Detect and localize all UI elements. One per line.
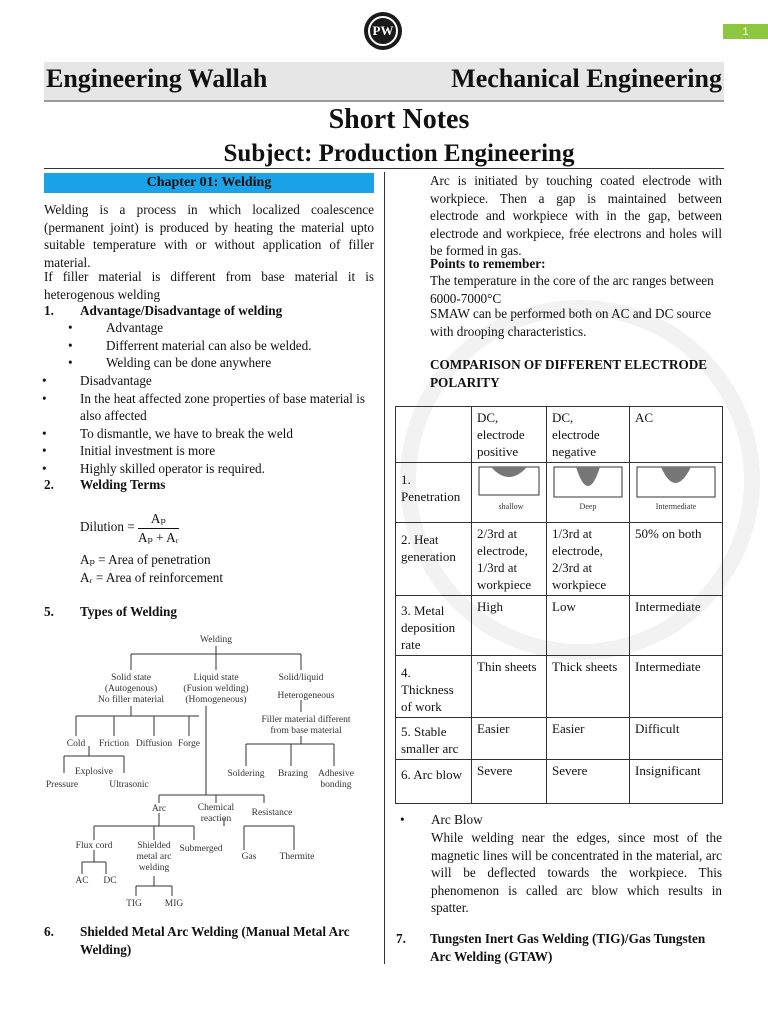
table-header: AC	[630, 407, 723, 463]
section-title: Welding Terms	[80, 477, 166, 492]
penetration-deep-figure	[552, 465, 624, 513]
section-title: Advantage/Disadvantage of welding	[80, 303, 283, 318]
table-cell: Severe	[472, 760, 547, 804]
table-cell: Easier	[547, 718, 630, 760]
tree-node: Brazing	[277, 769, 309, 779]
section-number: 7.	[396, 931, 406, 946]
figure-caption: Intermediate	[655, 502, 697, 511]
point-1: The temperature in the core of the arc ranges between 6000-7000°C	[430, 273, 714, 306]
table-cell: Intermediate	[630, 596, 723, 656]
arcblow-title: Arc Blow	[431, 812, 483, 827]
tree-node: (Homogeneous)	[185, 695, 247, 705]
table-cell: 2/3rd at electrode, 1/3rd at workpiece	[472, 523, 547, 596]
welding-types-tree	[44, 628, 374, 913]
table-header-row	[396, 407, 723, 463]
table-row	[396, 656, 723, 718]
tree-node: Submerged	[179, 844, 223, 854]
figure-caption: Deep	[579, 502, 597, 511]
section-title: Tungsten Inert Gas Welding (TIG)/Gas Tungsten Arc Welding (GTAW)	[430, 931, 706, 964]
column-divider	[384, 172, 385, 964]
tree-node: Soldering	[227, 769, 265, 779]
def-penetration: Aₚ = Area of penetration	[80, 552, 211, 567]
intro-paragraph: Welding is a process in which localized coalescence (permanent joint) is produced by heating the material upto suitable temperature with or without application of filler material.	[44, 202, 374, 270]
section-number: 2.	[44, 477, 54, 492]
tree-node: AC	[75, 876, 89, 886]
table-cell: Intermediate	[630, 656, 723, 718]
list-item: • To dismantle, we have to break the weld	[80, 425, 374, 443]
tree-node: Forge	[178, 739, 200, 749]
table-cell: Easier	[472, 718, 547, 760]
pw-logo-text: PW	[368, 16, 398, 46]
page-subtitle: Subject: Production Engineering	[223, 140, 575, 167]
tree-node: (Autogenous)	[104, 684, 158, 694]
tree-node: metal arc	[136, 852, 172, 862]
tree-node: welding	[138, 863, 170, 873]
header-right: Mechanical Engineering	[451, 64, 722, 93]
tree-node: Shielded	[137, 841, 171, 851]
title-rule	[44, 168, 724, 169]
tree-node: Liquid state	[193, 673, 239, 683]
tree-node: Friction	[98, 739, 130, 749]
tree-node: reaction	[200, 814, 232, 824]
table-row	[396, 760, 723, 804]
tree-node: DC	[103, 876, 117, 886]
tree-node: bonding	[320, 780, 352, 790]
pw-logo	[364, 12, 402, 50]
tree-node: Gas	[241, 852, 257, 862]
table-cell: Thick sheets	[547, 656, 630, 718]
list-item: • In the heat affected zone properties of base material is also affected	[80, 390, 374, 425]
tree-node: TIG	[126, 899, 142, 909]
tree-node: Heterogeneous	[277, 691, 335, 701]
list-item: • Disadvantage	[80, 372, 374, 390]
table-cell: Insignificant	[630, 760, 723, 804]
table-cell	[396, 407, 472, 463]
advantage-list	[106, 319, 376, 372]
dilution-formula	[80, 510, 179, 546]
section-6	[44, 923, 374, 958]
formula-lhs: Dilution =	[80, 519, 135, 535]
tree-node: Adhesive	[318, 769, 354, 779]
table-cell: 1. Penetration	[396, 463, 472, 523]
def-reinforcement: Aᵣ = Area of reinforcement	[80, 570, 224, 585]
list-item: • Initial investment is more	[80, 442, 374, 460]
page-title: Short Notes	[328, 104, 470, 135]
tree-node: Diffusion	[135, 739, 173, 749]
section-7	[396, 930, 722, 965]
bullet-icon: •	[400, 812, 405, 827]
header-left: Engineering Wallah	[46, 64, 268, 93]
table-cell: Severe	[547, 760, 630, 804]
list-item: • Highly skilled operator is required.	[80, 460, 374, 478]
penetration-intermediate-cell	[630, 463, 723, 523]
chapter-banner: Chapter 01: Welding	[44, 173, 374, 193]
tree-node: Cold	[66, 739, 86, 749]
section-number: 1.	[44, 303, 54, 318]
tree-node: Thermite	[279, 852, 315, 862]
tree-node: Pressure	[45, 780, 79, 790]
tree-node: (Fusion welding)	[183, 684, 249, 694]
tree-node: Filler material different	[261, 715, 351, 725]
table-cell: 6. Arc blow	[396, 760, 472, 804]
tree-node: Solid/liquid	[278, 673, 324, 683]
tree-node: MIG	[164, 899, 184, 909]
table-cell: Difficult	[630, 718, 723, 760]
comparison-title: COMPARISON OF DIFFERENT ELECTRODE POLARITY	[430, 357, 708, 390]
tree-node: Ultrasonic	[109, 780, 149, 790]
table-cell: 4. Thickness of work	[396, 656, 472, 718]
section-title: Shielded Metal Arc Welding (Manual Metal Arc Welding)	[80, 924, 350, 957]
tree-node: from base material	[270, 726, 342, 736]
table-cell: 5. Stable smaller arc	[396, 718, 472, 760]
table-cell: High	[472, 596, 547, 656]
table-cell: 1/3rd at electrode, 2/3rd at workpiece	[547, 523, 630, 596]
figure-caption: shallow	[498, 502, 524, 511]
table-row	[396, 718, 723, 760]
tree-node: Explosive	[75, 767, 113, 777]
tree-node: Arc	[151, 804, 167, 814]
arcblow-text: While welding near the edges, since most of the magnetic lines will be concentrated in the material, arc will be deflected towards the workpiece. This phenomenon is called arc blow which results in spatter.	[431, 830, 722, 916]
penetration-intermediate-figure	[635, 465, 717, 513]
table-row	[396, 596, 723, 656]
page-number: 1	[723, 24, 768, 39]
disadvantage-list	[80, 372, 374, 478]
list-item: • Welding can be done anywhere	[106, 354, 376, 372]
table-cell: 2. Heat generation	[396, 523, 472, 596]
table-header: DC, electrode positive	[472, 407, 547, 463]
point-2: SMAW can be performed both on AC and DC source with drooping characteristics.	[430, 306, 712, 339]
table-cell: 50% on both	[630, 523, 723, 596]
points-title: Points to remember:	[430, 256, 546, 271]
section-number: 5.	[44, 604, 54, 619]
tree-node: Solid state	[111, 673, 151, 683]
intro-paragraph-2: If filler material is different from base material it is heterogenous welding	[44, 269, 374, 302]
table-cell: Low	[547, 596, 630, 656]
table-header: DC, electrode negative	[547, 407, 630, 463]
tree-node: Resistance	[251, 808, 293, 818]
section-number: 6.	[44, 924, 54, 939]
formula-fraction	[138, 510, 179, 546]
section-title: Types of Welding	[80, 604, 177, 619]
table-cell: 3. Metal deposition rate	[396, 596, 472, 656]
penetration-deep-cell	[547, 463, 630, 523]
tree-node: No filler material	[98, 695, 164, 705]
penetration-shallow-figure	[477, 465, 541, 513]
arc-intro: Arc is initiated by touching coated electrode with workpiece. Then a gap is maintained between electrode and workpiece with in the gap, between electrode and workpiece, frée electrons and holes will be formed in gas.	[430, 173, 722, 259]
list-item: • Differrent material can also be welded.	[106, 337, 376, 355]
polarity-table	[395, 406, 723, 804]
table-cell: Thin sheets	[472, 656, 547, 718]
tree-node: Chemical	[197, 803, 235, 813]
tree-root: Welding	[200, 635, 232, 645]
list-item: • Advantage	[106, 319, 376, 337]
fraction-denominator: Aₚ + Aᵣ	[138, 529, 179, 545]
table-row	[396, 523, 723, 596]
fraction-numerator: Aₚ	[138, 510, 179, 529]
tree-node: Flux cord	[75, 841, 113, 851]
table-row	[396, 463, 723, 523]
penetration-shallow-cell	[472, 463, 547, 523]
